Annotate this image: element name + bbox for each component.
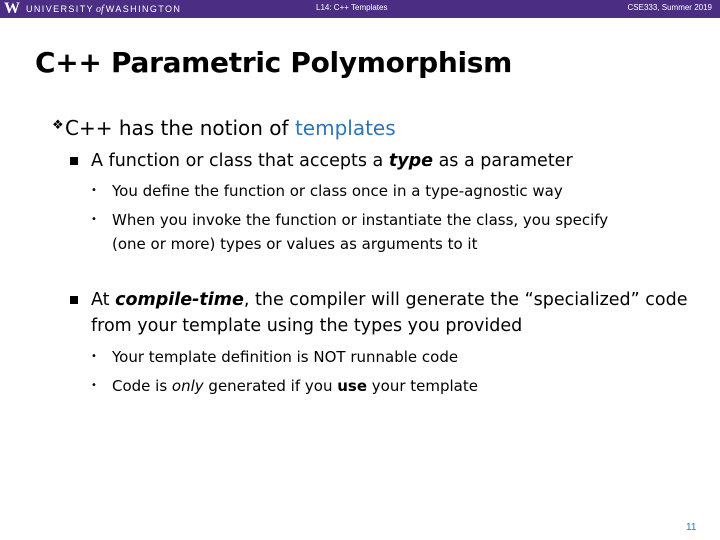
dot-bullet-icon: • xyxy=(91,185,97,196)
square-bullet-icon xyxy=(70,157,78,165)
uw-w-logo-icon: W xyxy=(4,0,20,17)
diamond-bullet-icon: ❖ xyxy=(52,118,64,133)
page-number: 11 xyxy=(686,522,697,533)
templates-keyword: templates xyxy=(294,116,396,140)
uw-wordmark: UNIVERSITY of WASHINGTON xyxy=(26,3,182,15)
dot-bullet-icon: • xyxy=(91,214,97,225)
dot-bullet-icon: • xyxy=(91,380,97,391)
uw-logo xyxy=(4,1,181,17)
square-bullet-icon xyxy=(70,296,78,304)
dot-bullet-icon: • xyxy=(91,351,97,362)
header-bar xyxy=(0,0,720,18)
slide-title: C++ Parametric Polymorphism xyxy=(35,46,513,79)
course-info: CSE333, Summer 2019 xyxy=(627,3,712,12)
lecture-title: L14: C++ Templates xyxy=(316,3,388,12)
bullet-text: C++ has the notion of templates xyxy=(65,116,396,140)
